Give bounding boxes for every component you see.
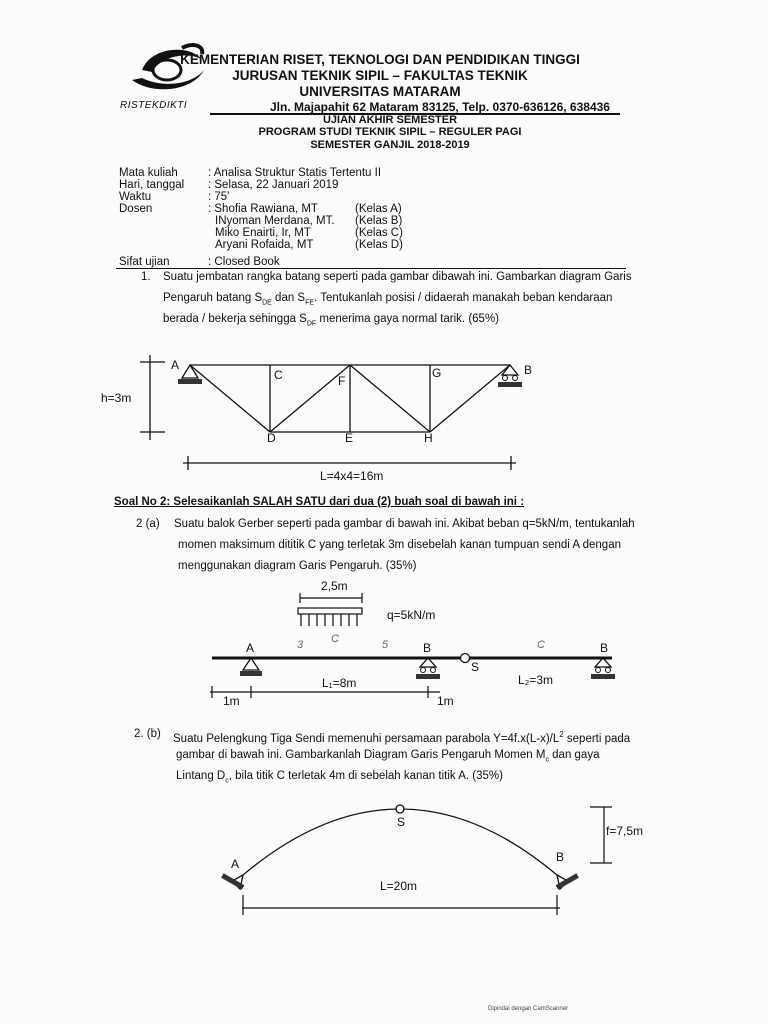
value-waktu: : 75' (208, 191, 230, 203)
dosen-1: : Shofia Rawiana, MT (208, 203, 318, 215)
hand-c: C (331, 633, 339, 645)
q1-line2-a: Pengaruh batang S (163, 292, 263, 304)
soal2-heading: Soal No 2: Selesaikanlah SALAH SATU dari dua (2) buah soal di bawah ini : (114, 496, 525, 508)
length-label: L=4x4=16m (320, 469, 384, 480)
sub-fe: FE (305, 299, 315, 307)
hand-5: 5 (382, 639, 389, 651)
label-dosen: Dosen (119, 203, 153, 215)
dosen-1-class: (Kelas A) (355, 203, 402, 215)
department-title: JURUSAN TEKNIK SIPIL – FAKULTAS TEKNIK (232, 68, 528, 83)
q2a-number: 2 (a) (136, 518, 160, 530)
load-arrows (301, 614, 357, 626)
diag-ad (190, 365, 270, 432)
q1-line2-b: . Tentukanlah posisi / didaerah manakah beban kendaraan (314, 292, 613, 304)
scanner-footer: Dipindai dengan CamScanner (488, 1006, 569, 1012)
gerber-beam-figure (0, 578, 768, 710)
arch-figure (0, 795, 768, 925)
q2b-line3-b: , bila titik C terletak 4m di sebelah kanan titik A. (35%) (228, 770, 503, 782)
support-b2 (416, 658, 440, 679)
hand-3: 3 (297, 639, 304, 651)
label-waktu: Waktu (119, 191, 152, 203)
arch-label-b: B (556, 850, 565, 864)
q2b-line2-a: gambar di bawah ini. Gambarkanlah Diagram Garis Pengaruh Momen M (176, 749, 546, 761)
dosen-4: Aryani Rofaida, MT (215, 239, 314, 251)
dim-left: 1m (223, 694, 240, 708)
hinge-s (461, 654, 470, 663)
dosen-2: INyoman Merdana, MT. (215, 215, 335, 227)
label-s: S (471, 660, 480, 674)
address: Jln. Majapahit 62 Mataram 83125, Telp. 0370-636126, 638436 (270, 100, 610, 114)
q1-line3 (163, 309, 723, 334)
q1-line2-and: dan S (275, 292, 306, 304)
university-title: UNIVERSITAS MATARAM (299, 84, 461, 99)
height-label: h=3m (101, 391, 132, 405)
program-title: PROGRAM STUDI TEKNIK SIPIL – REGULER PAGI (258, 126, 522, 138)
arch-label-s: S (397, 815, 406, 829)
q2b-line1-a: Suatu Pelengkung Tiga Sendi memenuhi persamaan parabola Y=4f.x(L-x)/L (173, 732, 560, 745)
support-a2 (240, 658, 262, 676)
node-e: E (345, 431, 354, 445)
load-label: q=5kN/m (387, 608, 436, 622)
dosen-4-class: (Kelas D) (355, 239, 403, 251)
support-b (498, 365, 522, 387)
q1-number: 1. (141, 271, 151, 283)
q2b-line2-b: dan gaya (548, 749, 600, 761)
support-arch-b (556, 873, 579, 889)
node-b: B (524, 363, 533, 377)
arch-label-a: A (231, 857, 240, 871)
sub-df: DF (306, 320, 317, 328)
label-l1: L₁=8m (322, 676, 357, 690)
q2a-line3: menggunakan diagram Garis Pengaruh. (35%) (178, 560, 417, 572)
node-c: C (274, 368, 283, 382)
load-length: 2,5m (321, 579, 348, 593)
ministry-title: KEMENTERIAN RISET, TEKNOLOGI DAN PENDIDIKAN TINGGI (180, 52, 580, 67)
support-arch-a (221, 873, 244, 889)
label-mata-kuliah: Mata kuliah (119, 167, 178, 179)
q1-line3-b: menerima gaya normal tarik. (65%) (319, 313, 499, 325)
node-g: G (432, 366, 442, 380)
label-b: B (423, 641, 432, 655)
support-b3 (591, 658, 615, 679)
node-a: A (171, 358, 180, 372)
node-h: H (424, 431, 433, 445)
sub-c2: c (225, 777, 229, 785)
truss-figure (0, 340, 768, 480)
sub-c: c (545, 756, 549, 764)
q2b-line1-b: seperti pada (563, 732, 631, 745)
dosen-3-class: (Kelas C) (355, 227, 403, 239)
label-a: A (246, 641, 255, 655)
label-b2: B (600, 641, 609, 655)
rise-label: f=7,5m (606, 824, 644, 838)
q2a-line1: Suatu balok Gerber seperti pada gambar di bawah ini. Akibat beban q=5kN/m, tentukanlah (174, 518, 635, 530)
exam-title: UJIAN AKHIR SEMESTER (322, 114, 458, 126)
q2b-line3 (176, 766, 736, 791)
sub-de: DE (262, 299, 272, 307)
logo-text: RISTEKDIKTI (120, 100, 188, 111)
q2b-line3-a: Lintang D (176, 770, 226, 782)
hinge-s-arch (396, 805, 404, 813)
semester-title: SEMESTER GANJIL 2018-2019 (310, 139, 470, 151)
diag-hb (430, 365, 510, 432)
dosen-3: Miko Enairti, Ir, MT (215, 227, 311, 239)
value-mata-kuliah: : Analisa Struktur Statis Tertentu II (208, 167, 382, 179)
q1-line1: Suatu jembatan rangka batang seperti pada gambar dibawah ini. Gambarkan diagram Garis (163, 271, 632, 283)
node-d: D (267, 431, 276, 445)
load-block (298, 608, 362, 614)
q1-line3-a: berada / bekerja sehingga S (163, 313, 307, 325)
dosen-2-class: (Kelas B) (355, 215, 403, 227)
label-hari: Hari, tanggal (119, 179, 185, 191)
hand-c2: C (537, 639, 545, 651)
dim-mid: 1m (437, 694, 454, 708)
label-l2: L₂=3m (518, 673, 554, 687)
value-hari: : Selasa, 22 Januari 2019 (208, 179, 339, 191)
q2a-line2: momen maksimum dititik C yang terletak 3m disebelah kanan tumpuan sendi A dengan (178, 539, 621, 551)
q2b-number: 2. (b) (134, 728, 161, 740)
node-f: F (338, 374, 346, 388)
span-label: L=20m (380, 879, 418, 893)
value-sifat: : Closed Book (208, 256, 280, 268)
label-sifat: Sifat ujian (119, 256, 170, 268)
sup-2: 2 (559, 730, 564, 739)
support-a (178, 365, 202, 384)
diag-fh (350, 365, 430, 432)
